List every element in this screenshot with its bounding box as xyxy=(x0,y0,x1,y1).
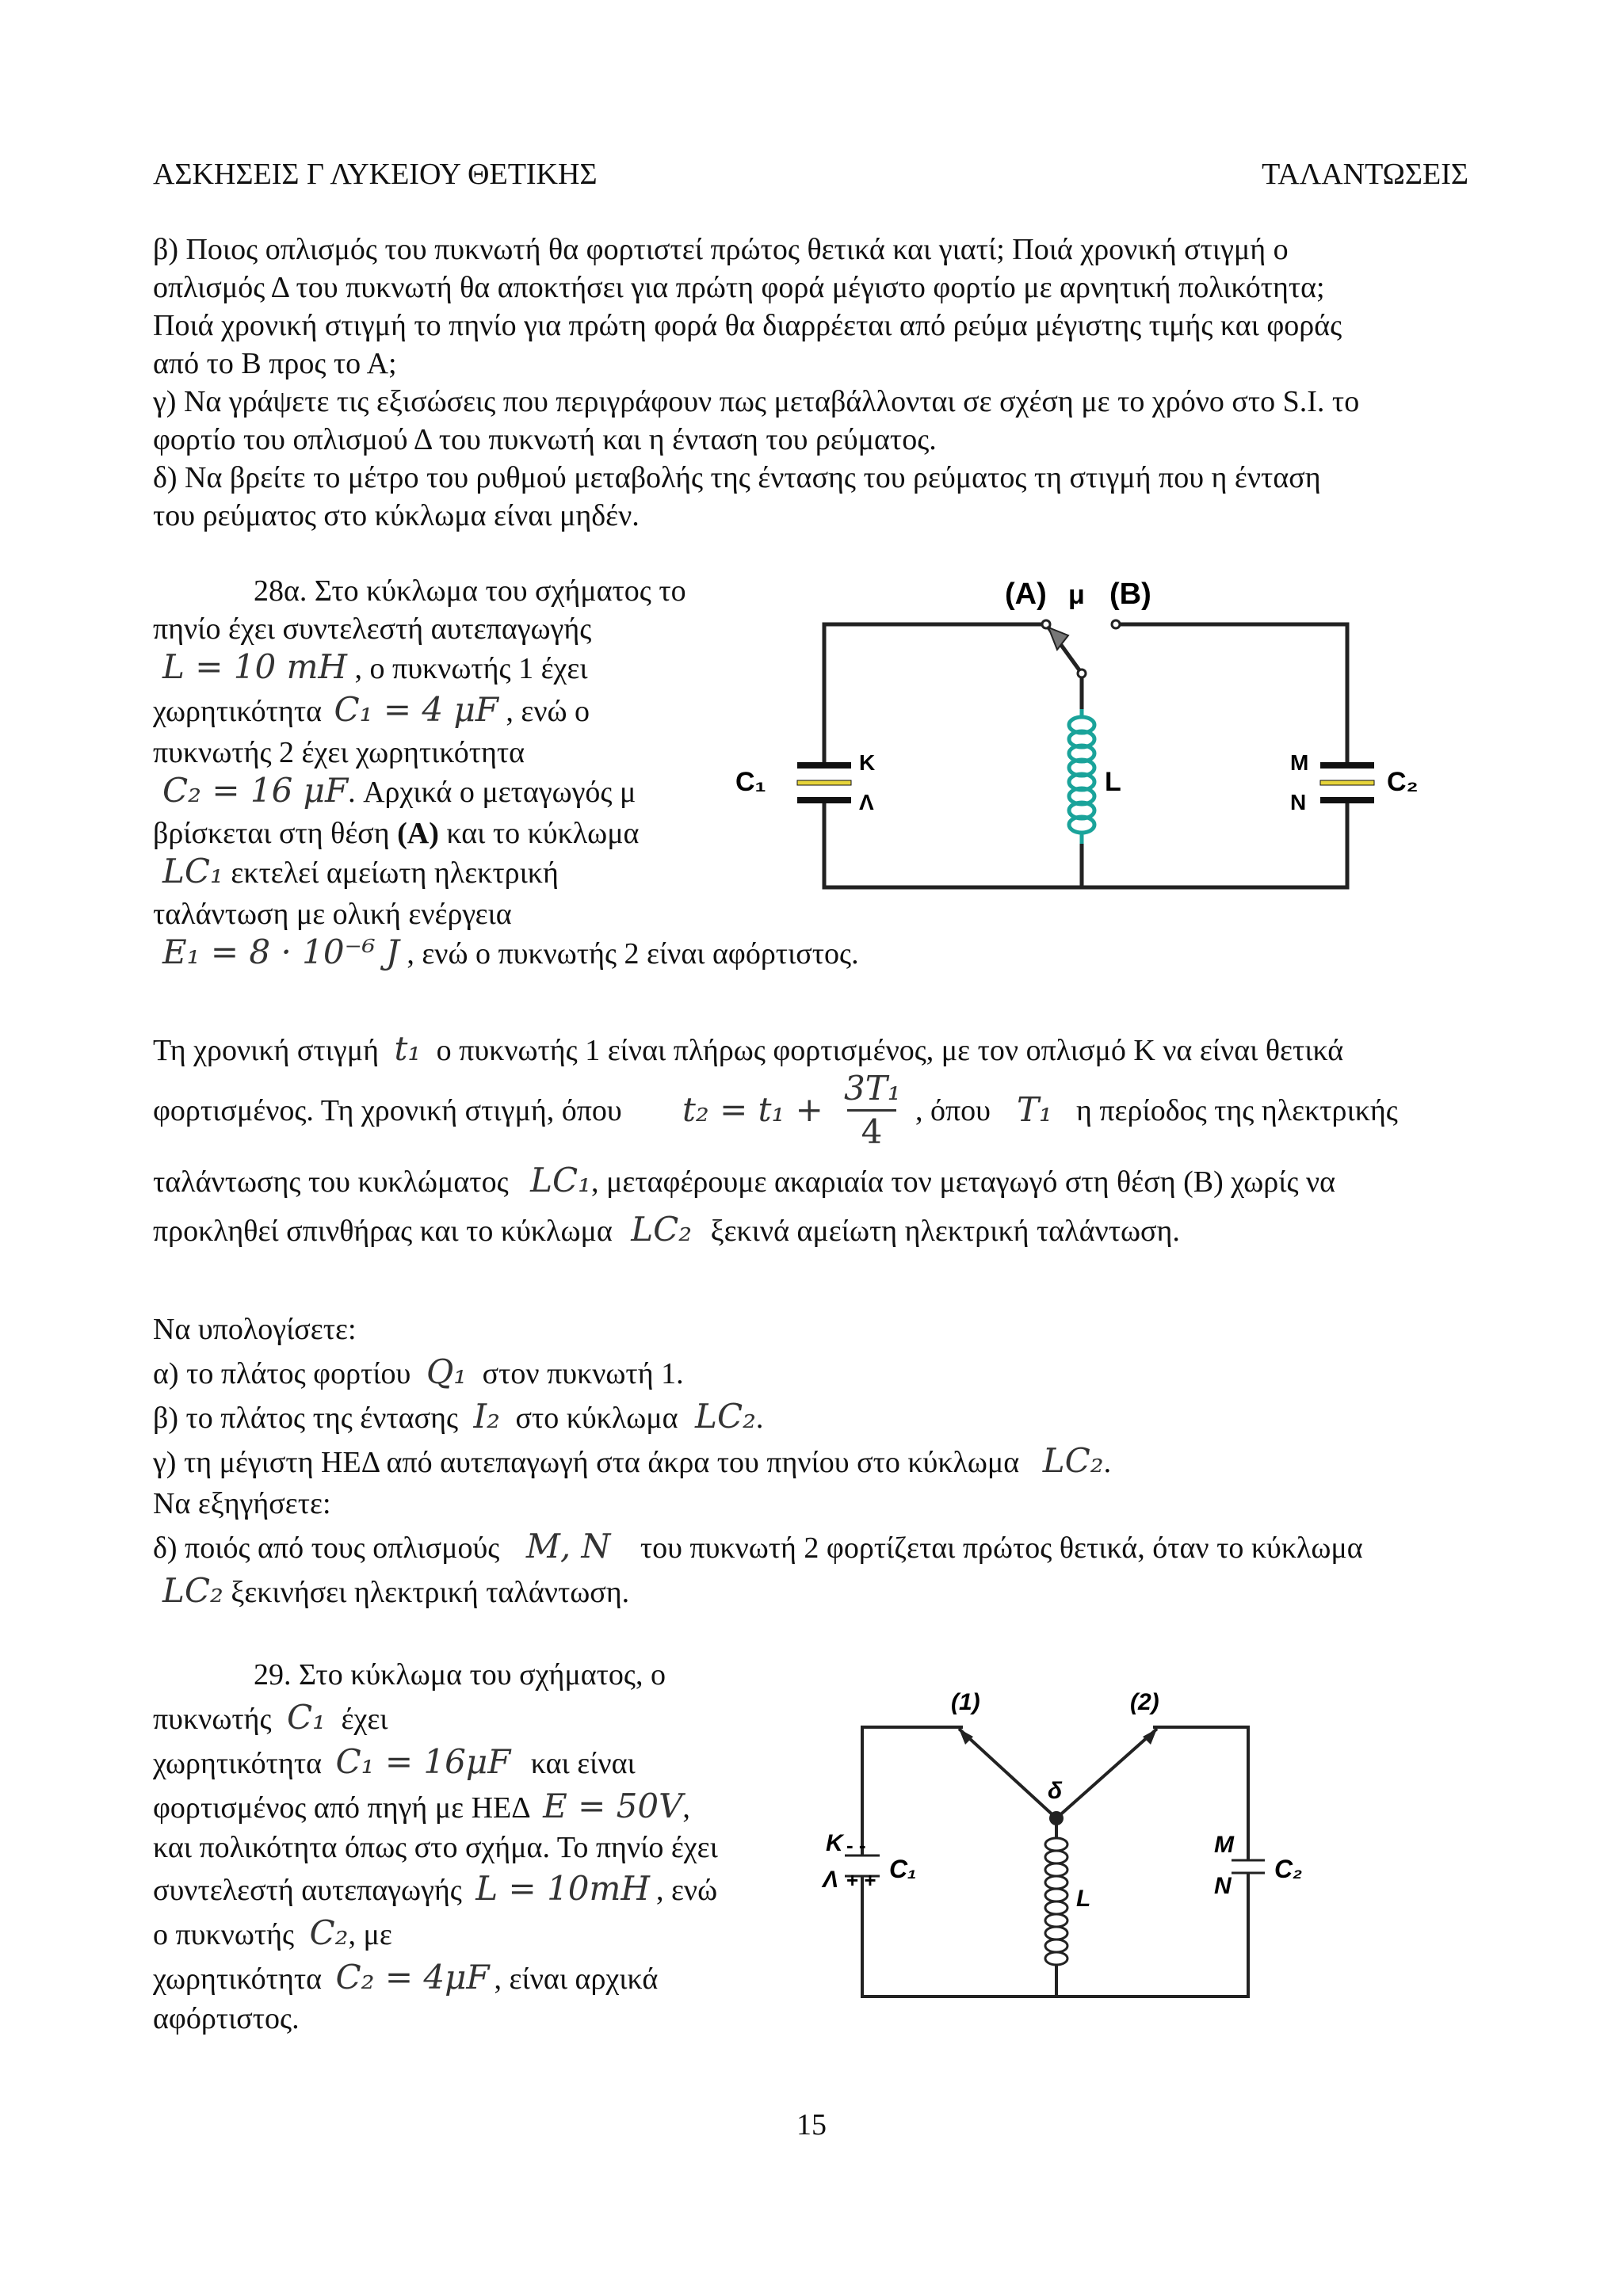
p29-text-run: χωρητικότητα xyxy=(153,1962,323,1996)
math-L: L = 10 mH xyxy=(162,647,348,686)
arrow-1-icon xyxy=(959,1729,973,1745)
intro-line: φορτίο του οπλισμού Δ του πυκνωτή και η ένταση του ρεύματος. xyxy=(153,423,937,456)
figure-circuit-28 xyxy=(735,570,1419,895)
math-t1: t₁ xyxy=(394,1029,422,1068)
p28-text-run: ξεκινά αμείωτη ηλεκτρική ταλάντωση. xyxy=(710,1215,1180,1248)
fig2-plus: + + xyxy=(846,1868,876,1892)
p28-line: ταλάντωση με ολική ενέργεια xyxy=(153,898,512,931)
math-LC2: LC₂ xyxy=(695,1397,756,1436)
fig1-label-B: (B) xyxy=(1109,578,1151,611)
intro-block xyxy=(153,231,1468,535)
p28-text xyxy=(153,572,859,976)
arrow-2-icon xyxy=(1143,1729,1157,1745)
fig2-label-C2: C₂ xyxy=(1274,1855,1303,1883)
intro-line: Ποιά χρονική στιγμή το πηνίο για πρώτη φορά θα διαρρέεται από ρεύμα μέγιστης τιμής και φοράς xyxy=(153,309,1342,342)
intro-line: οπλισμός Δ του πυκνωτή θα αποκτήσει για πρώτη φορά μέγιστο φορτίο με αρνητική πολικότητα; xyxy=(153,271,1325,304)
math-Q1: Q₁ xyxy=(426,1352,468,1391)
math-C1: C₁ = 4 μF xyxy=(334,690,498,729)
question-text: . xyxy=(755,1402,764,1435)
capacitor-C2 xyxy=(1320,762,1374,803)
fig2-label-delta: δ xyxy=(1048,1778,1063,1804)
p29-line: 29. Στο κύκλωμα του σχήματος, ο xyxy=(254,1658,666,1691)
terminal-B xyxy=(1112,620,1120,628)
p28-text-run: , ο πυκνωτής 1 έχει xyxy=(354,652,588,685)
p28-text-run: , μεταφέρουμε ακαριαία τον μεταγωγό στη θέση (Β) χωρίς να xyxy=(591,1165,1336,1199)
math-L: L = 10mH xyxy=(475,1869,650,1908)
question-text: δ) ποιός από τους οπλισμούς xyxy=(153,1531,500,1565)
math-t2: t₂ = t₁ + xyxy=(682,1090,823,1129)
question-text: . xyxy=(1103,1446,1112,1479)
p29-text-run: και είναι xyxy=(530,1747,636,1780)
node-delta xyxy=(1049,1811,1064,1825)
fig1-label-C1: C₁ xyxy=(735,767,766,797)
capacitor-C1 xyxy=(797,762,851,803)
question-text: γ) τη μέγιστη ΗΕΔ από αυτεπαγωγή στα άκρα του πηνίου στο κύκλωμα xyxy=(153,1446,1020,1479)
math-LC2: LC₂ xyxy=(162,1571,223,1610)
fig2-label-L: L xyxy=(1076,1886,1091,1912)
p29-text-run: , με xyxy=(348,1918,392,1951)
fig2-label-K: K xyxy=(826,1830,843,1856)
p28-text-run: προκληθεί σπινθήρας και το κύκλωμα xyxy=(153,1215,613,1248)
switch-arrow-icon xyxy=(1048,627,1068,650)
p29-line: αφόρτιστος. xyxy=(153,2002,300,2035)
p28-text-run: ταλάντωσης του κυκλώματος xyxy=(153,1165,509,1199)
p29-text-run: ο πυκνωτής xyxy=(153,1918,295,1951)
p29-text-run: συντελεστή αυτεπαγωγής xyxy=(153,1874,462,1907)
p29-text-run: έχει xyxy=(341,1703,388,1736)
p28-text-run: και το κύκλωμα xyxy=(446,817,640,850)
fraction-numerator: 3T₁ xyxy=(844,1069,901,1108)
math-C2: C₂ = 16 μF xyxy=(162,771,349,810)
intro-line: β) Ποιος οπλισμός του πυκνωτή θα φορτιστεί πρώτος θετικά και γιατί; Ποιά χρονική στιγμή ο xyxy=(153,233,1289,266)
question-text: β) το πλάτος της έντασης xyxy=(153,1402,459,1435)
intro-line: του ρεύματος στο κύκλωμα είναι μηδέν. xyxy=(153,499,640,532)
fraction xyxy=(844,1068,899,1153)
p29-text-run: πυκνωτής xyxy=(153,1703,272,1736)
fraction-denominator: 4 xyxy=(861,1112,883,1151)
fig2-label-2: (2) xyxy=(1130,1689,1159,1715)
p29-text-run: χωρητικότητα xyxy=(153,1747,323,1780)
fig2-label-C1: C₁ xyxy=(889,1855,917,1883)
switch-pivot xyxy=(1078,669,1086,677)
math-LC2: LC₂ xyxy=(1042,1441,1104,1480)
math-MN: M, N xyxy=(525,1527,611,1566)
p29-text-run: , είναι αρχικά xyxy=(494,1962,659,1996)
fig2-minus: - - xyxy=(846,1833,866,1857)
p29-text-run: , ενώ xyxy=(655,1874,718,1907)
math-LC2: LC₂ xyxy=(631,1210,693,1249)
fig1-label-A: (A) xyxy=(1005,578,1047,611)
math-E1: E₁ = 8 · 10⁻⁶ J xyxy=(162,933,399,971)
p28-text-run: . Αρχικά ο μεταγωγός μ xyxy=(348,776,636,809)
fig1-label-C2: C₂ xyxy=(1387,767,1419,797)
math-T1: T₁ xyxy=(1017,1090,1052,1129)
p29-line: και πολικότητα όπως στο σχήμα. Το πηνίο έχει xyxy=(153,1831,718,1864)
question-text: ξεκινήσει ηλεκτρική ταλάντωση. xyxy=(231,1576,630,1609)
math-I2: I₂ xyxy=(473,1397,500,1436)
position-A-label: (Α) xyxy=(397,817,439,850)
p28-questions xyxy=(153,1309,1500,1613)
math-C2: C₂ xyxy=(309,1913,349,1952)
p28-line: 28α. Στο κύκλωμα του σχήματος το xyxy=(254,574,686,608)
fig2-label-Lambda: Λ xyxy=(823,1867,839,1893)
math-C2-value: C₂ = 4μF xyxy=(335,1958,490,1997)
p28-text-run: Τη χρονική στιγμή xyxy=(153,1034,379,1067)
header-right: ΤΑΛΑΝΤΩΣΕΙΣ xyxy=(1262,158,1468,191)
p28-text-run: χωρητικότητα xyxy=(153,695,323,728)
p28-text-run: βρίσκεται στη θέση xyxy=(153,817,390,850)
question-text: α) το πλάτος φορτίου xyxy=(153,1357,411,1390)
question-text: του πυκνωτή 2 φορτίζεται πρώτος θετικά, όταν το κύκλωμα xyxy=(640,1531,1363,1565)
figure-circuit-29 xyxy=(816,1680,1355,2012)
math-C1: C₁ xyxy=(287,1698,327,1737)
explain-intro: Να εξηγήσετε: xyxy=(153,1487,331,1520)
fig1-label-mu: μ xyxy=(1068,580,1085,610)
p28-text-run: , ενώ ο πυκνωτής 2 είναι αφόρτιστος. xyxy=(407,937,859,971)
inductor-L xyxy=(1069,709,1094,844)
p28-line: πηνίο έχει συντελεστή αυτεπαγωγής xyxy=(153,612,592,646)
math-LC1: LC₁ xyxy=(530,1161,591,1199)
p29-text-run: , xyxy=(682,1791,690,1825)
intro-line: από το Β προς το Α; xyxy=(153,347,397,380)
math-E: E = 50V xyxy=(543,1787,683,1825)
p28-text-run: φορτισμένος. Τη χρονική στιγμή, όπου xyxy=(153,1094,622,1127)
fig2-label-M: M xyxy=(1214,1832,1234,1858)
inductor-L xyxy=(1045,1838,1067,1965)
p28-line: πυκνωτής 2 έχει χωρητικότητα xyxy=(153,736,525,769)
fig1-label-M: M xyxy=(1290,750,1309,775)
intro-line: γ) Να γράψετε τις εξισώσεις που περιγράφουν πως μεταβάλλονται σε σχέση με το χρόνο στο S.I. το xyxy=(153,385,1360,418)
fig1-label-L: L xyxy=(1105,767,1121,797)
fig1-label-N: N xyxy=(1290,790,1307,814)
p28-statement xyxy=(153,1030,1500,1249)
intro-line: δ) Να βρείτε το μέτρο του ρυθμού μεταβολής της έντασης του ρεύματος τη στιγμή που η ένταση xyxy=(153,461,1321,494)
fig1-label-K: K xyxy=(859,750,876,775)
p28-text-run: εκτελεί αμείωτη ηλεκτρική xyxy=(231,856,559,890)
question-text: στον πυκνωτή 1. xyxy=(482,1357,684,1390)
capacitor-C2 xyxy=(1232,1860,1265,1873)
questions-intro: Να υπολογίσετε: xyxy=(153,1313,357,1346)
math-LC1: LC₁ xyxy=(162,852,223,891)
fig1-label-Lambda: Λ xyxy=(859,790,874,814)
p28-text-run: , όπου xyxy=(915,1094,991,1127)
question-text: στο κύκλωμα xyxy=(515,1402,678,1435)
fig2-label-1: (1) xyxy=(951,1689,980,1715)
p28-text-run: ο πυκνωτής 1 είναι πλήρως φορτισμένος, με τον οπλισμό Κ να είναι θετικά xyxy=(436,1034,1344,1067)
p28-text-run: , ενώ ο xyxy=(506,695,590,728)
p29-text-run: φορτισμένος από πηγή με ΗΕΔ xyxy=(153,1791,529,1825)
fig2-label-N: N xyxy=(1214,1873,1232,1899)
p28-text-run: η περίοδος της ηλεκτρικής xyxy=(1076,1094,1398,1127)
math-C1-value: C₁ = 16μF xyxy=(335,1742,511,1781)
page-number: 15 xyxy=(796,2108,827,2142)
p29-text xyxy=(153,1654,803,2038)
header-left: ΑΣΚΗΣΕΙΣ Γ ΛΥΚΕΙΟΥ ΘΕΤΙΚΗΣ xyxy=(153,158,598,191)
